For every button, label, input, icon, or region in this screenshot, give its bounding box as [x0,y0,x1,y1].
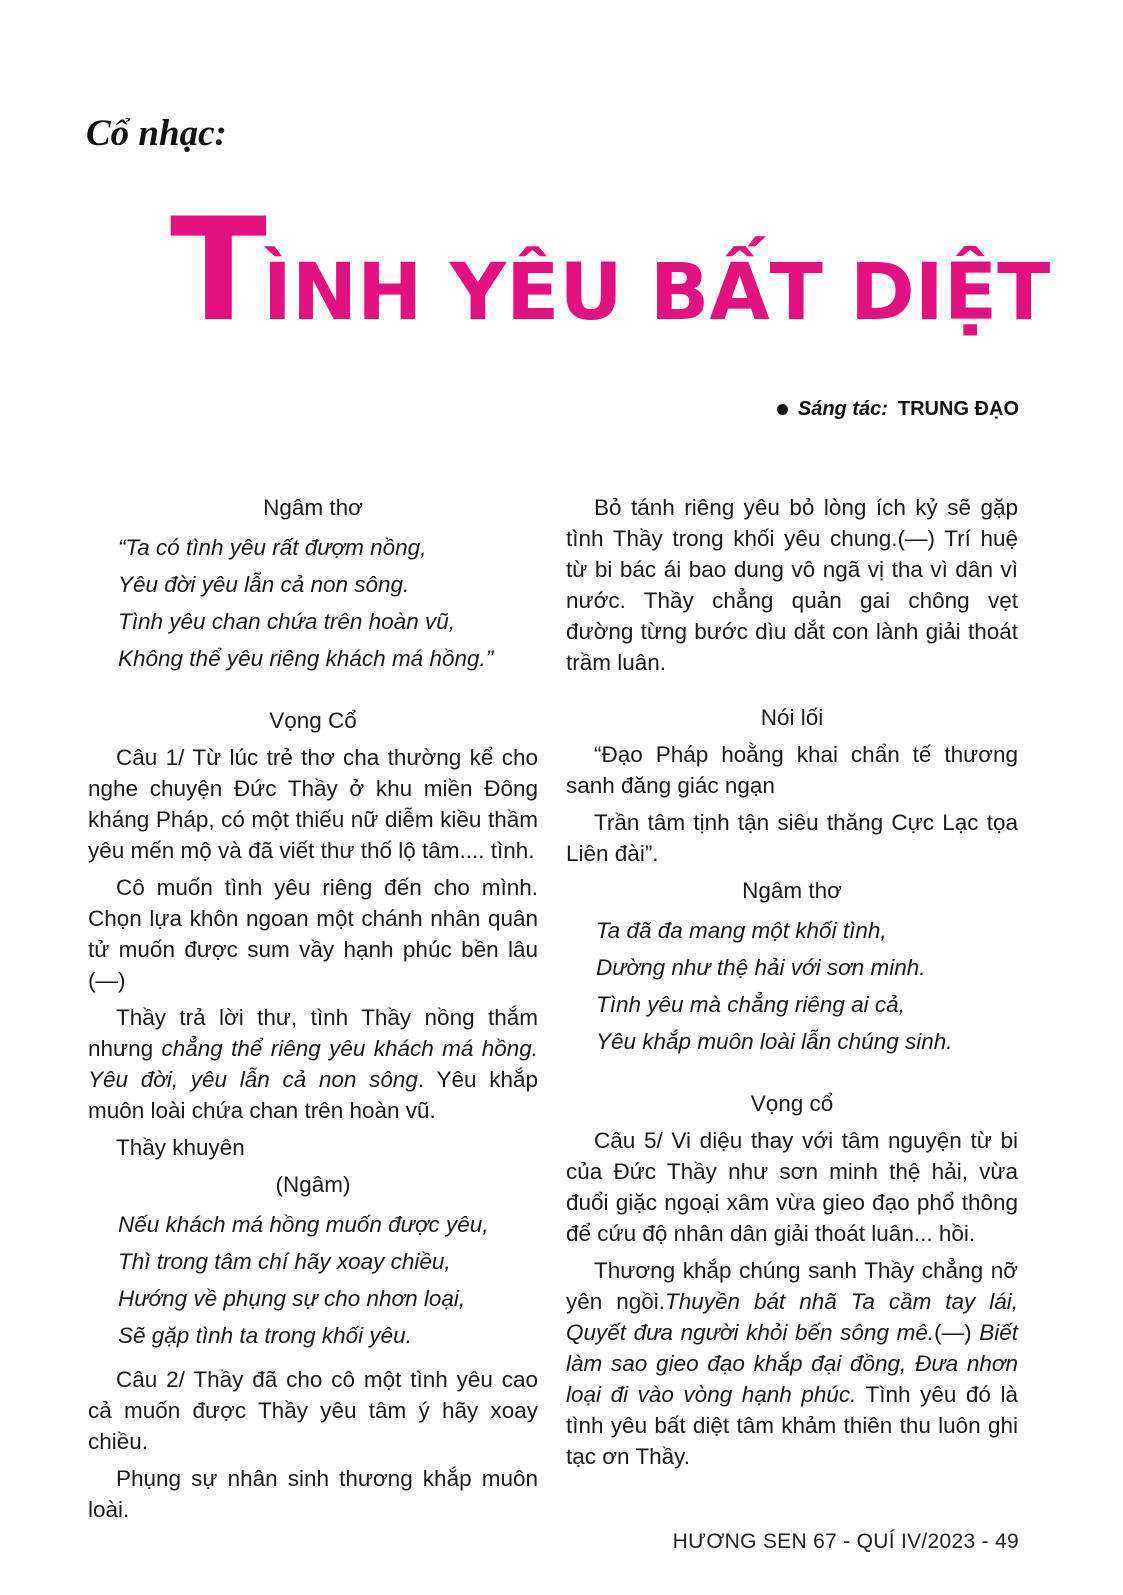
poem-line: Tình yêu chan chứa trên hoàn vũ, [118,609,455,634]
poem-line: Sẽ gặp tình ta trong khối yêu. [118,1323,412,1348]
italic-run: Thuyền bát nhã Ta cầm tay lái, Quyết đưa người khỏi bến sông mê. [566,1289,1018,1345]
paragraph: Cô muốn tình yêu riêng đến cho mình. Chọn lựa khôn ngoan một chánh nhân quân tử muốn được sum vầy hạnh phúc bền lâu (—) [88,875,538,993]
text-run: (—) [934,1320,980,1345]
page-title [170,188,1123,353]
paragraph: Thầy khuyên [116,1135,245,1160]
poem-line: Yêu khắp muôn loài lẫn chúng sinh. [596,1029,953,1054]
heading-noi-loi: Nói lối [760,705,824,730]
poem-2 [88,1206,538,1354]
heading-ngam-tho: Ngâm thơ [263,495,363,520]
heading-ngam: (Ngâm) [275,1172,351,1197]
text-run: Thương khắp chúng sanh Thầy chẳng nỡ yên ngồi. [566,1258,1018,1314]
paragraph: Câu 5/ Vi diệu thay với tâm nguyện từ bi của Đức Thầy như sơn minh thệ hải, vừa đuổi giặc ngoại xâm vừa gieo đạo phổ thông để cứu độ nhân dân giải thoát luân... hồi. [566,1128,1018,1246]
title-drop-cap: T [170,188,263,353]
paragraph [88,1002,538,1126]
title-rest: ÌNH YÊU BẤT DIỆT [262,248,1051,338]
poem-line: Thì trong tâm chí hãy xoay chiều, [118,1249,451,1274]
paragraph: Câu 2/ Thầy đã cho cô một tình yêu cao cả muốn được Thầy yêu tâm ý hãy xoay chiều. [88,1367,538,1454]
heading-ngam-tho-2: Ngâm thơ [742,878,842,903]
page-footer: HƯƠNG SEN 67 - QUÍ IV/2023 - 49 [672,1530,1019,1553]
poem-1 [88,529,538,677]
poem-line: Không thể yêu riêng khách má hồng.” [118,646,494,671]
bullet-icon [777,404,788,415]
text-run: Tình yêu đó là tình yêu bất diệt tâm khảm thiên thu luôn ghi tạc ơn Thầy. [566,1382,1018,1469]
text-run: Thầy trả lời thư, tình Thầy nồng thắm nhưng [88,1005,538,1061]
paragraph: “Đạo Pháp hoằng khai chẩn tế thương sanh đăng giác ngạn [566,742,1018,798]
text-run: . Yêu khắp muôn loài chứa chan trên hoàn vũ. [88,1067,539,1123]
byline-label: Sáng tác: [797,398,888,420]
byline-author: TRUNG ĐẠO [897,398,1019,420]
section-kicker: Cổ nhạc: [86,113,227,154]
poem-line: Dường như thệ hải với sơn minh. [596,955,926,980]
poem-line: Tình yêu mà chẳng riêng ai cả, [596,992,905,1017]
left-column [88,492,538,1531]
byline [777,398,1019,421]
paragraph: Phụng sự nhân sinh thương khắp muôn loài. [88,1466,538,1522]
poem-line: Yêu đời yêu lẫn cả non sông. [118,572,410,597]
italic-run: Biết làm sao gieo đạo khắp đại đồng, Đưa nhơn loại đi vào vòng hạnh phúc. [566,1320,1018,1407]
paragraph: Bỏ tánh riêng yêu bỏ lòng ích kỷ sẽ gặp tình Thầy trong khối yêu chung.(—) Trí huệ từ bi bác ái bao dung vô ngã vị tha vì dân vì nước. Thầy chẳng quản gai chông vẹt đường từng bước dìu dắt con lành giải thoát trầm luân. [566,495,1018,675]
poem-line: Ta đã đa mang một khối tình, [596,918,887,943]
heading-vong-co: Vọng Cổ [269,708,357,733]
poem-line: Hướng về phụng sự cho nhơn loại, [118,1286,466,1311]
poem-line: “Ta có tình yêu rất đượm nồng, [118,535,427,560]
heading-vong-co-2: Vọng cổ [750,1091,834,1116]
italic-run: chẳng thể riêng yêu khách má hồng. Yêu đời, yêu lẫn cả non sông [88,1036,539,1092]
paragraph: Câu 1/ Từ lúc trẻ thơ cha thường kể cho nghe chuyện Đức Thầy ở khu miền Đông kháng Pháp, có một thiếu nữ diễm kiều thầm yêu mến mộ và đã viết thư thố lộ tâm.... tình. [88,745,538,863]
poem-3 [566,912,1018,1060]
paragraph [566,1255,1018,1472]
right-column [566,492,1018,1478]
poem-line: Nếu khách má hồng muốn được yêu, [118,1212,489,1237]
paragraph: Trần tâm tịnh tận siêu thăng Cực Lạc tọa Liên đài”. [566,810,1018,866]
